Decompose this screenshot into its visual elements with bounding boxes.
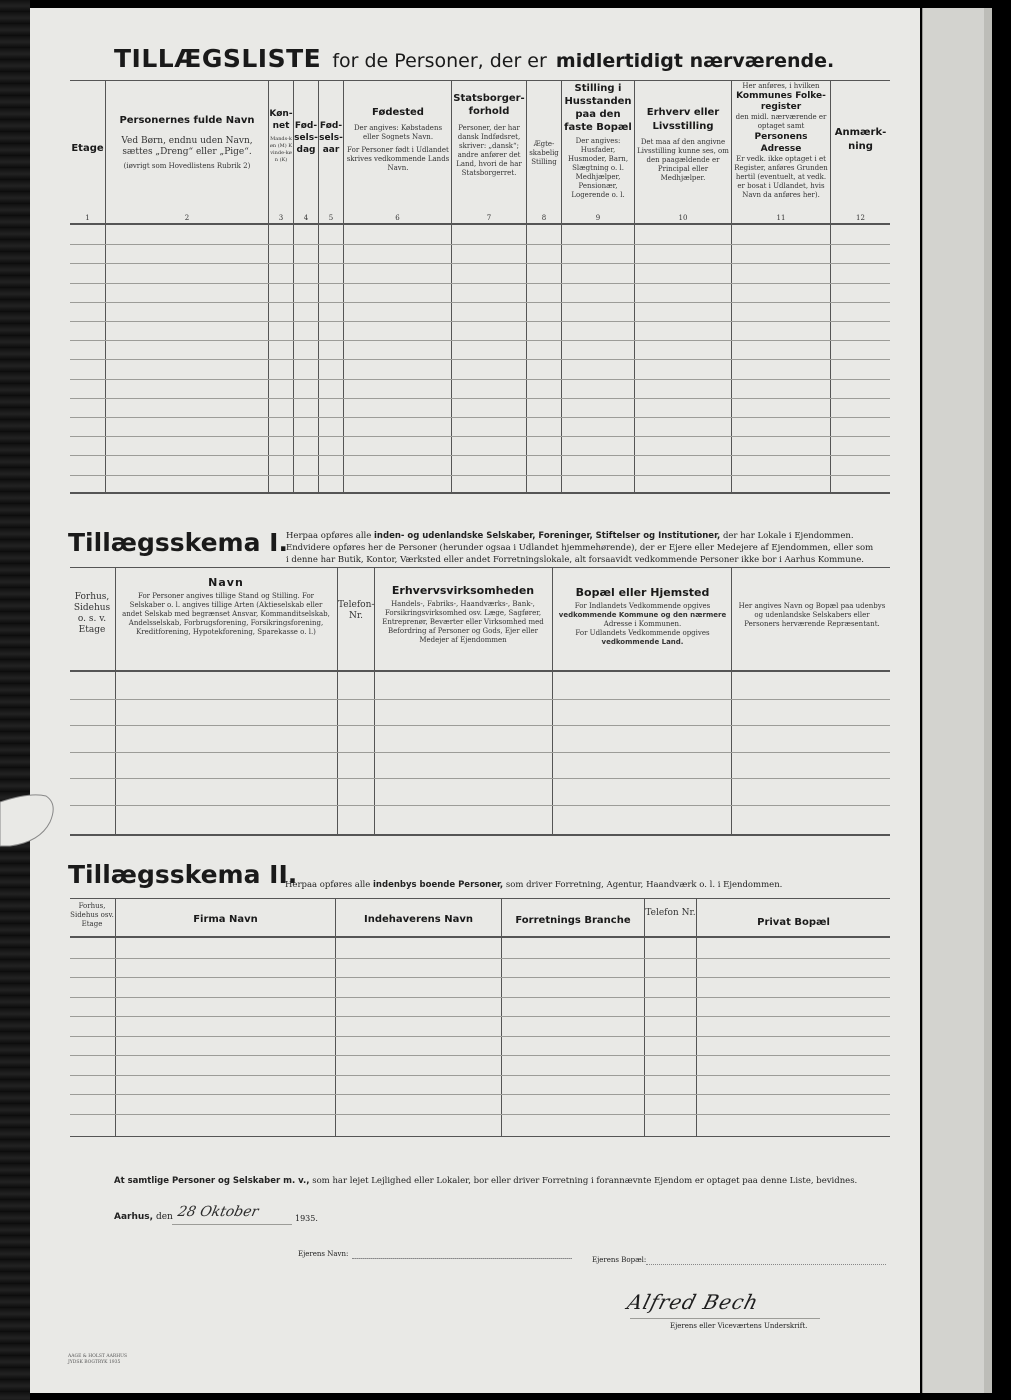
s2-vline (644, 898, 645, 1136)
col-adresse-title: Personens Adresse (754, 132, 808, 154)
col-adresse-desc-mid: den midl. nærværende er optaget samt (735, 113, 827, 130)
table-row-rule (70, 321, 890, 322)
table-row-rule (70, 1055, 890, 1056)
s1-col-bopael-header (555, 586, 730, 647)
table-row-rule (70, 699, 890, 700)
col-adresse-desc: Er vedk. ikke optaget i et Register, anføres Grunden hertil (eventuelt, at vedk. er bosat i Udlandet, hvis Navn da anføres her). (734, 155, 828, 199)
skema2-intro-b: indenbys boende Personer, (373, 880, 504, 890)
table-row-rule (70, 263, 890, 264)
table1-header-rule (70, 223, 890, 225)
table-row-rule (70, 1094, 890, 1095)
den-label: den (155, 1212, 173, 1222)
skema1-intro-1a: Herpaa opføres alle (286, 531, 372, 541)
table1-top-border (70, 80, 890, 81)
table-row-rule (70, 455, 890, 456)
col-stilling-header (563, 82, 633, 200)
s1-col-erhverv-header (378, 584, 548, 645)
s1-col-navn-title: Navn (208, 576, 244, 589)
printer-mark (68, 1354, 127, 1366)
s2-vline (501, 898, 502, 1136)
col-number: 4 (303, 214, 309, 222)
s2-col-firma: Firma Navn (193, 914, 258, 925)
table-row-rule (70, 725, 890, 726)
table-row-rule (70, 1016, 890, 1017)
signature-line (630, 1318, 820, 1319)
skema1-intro-1c: der har Lokale i Ejendommen. (722, 531, 854, 541)
table-row-rule (70, 1036, 890, 1037)
col-koen-desc: Mands-køn (M) Kvinde-køn (K) (269, 136, 293, 163)
ejer-bopael-label: Ejerens Bopæl: (592, 1256, 647, 1264)
skema2-intro-c: som driver Forretning, Agentur, Haandværk o. l. i Ejendommen. (505, 880, 783, 890)
s1-col-bopael-desc5: vedkommende Land. (601, 638, 684, 646)
col-navn-header (107, 114, 267, 171)
ejer-navn-label: Ejerens Navn: (298, 1250, 349, 1258)
table-row-rule (70, 475, 890, 476)
col-erhverv-header (636, 106, 730, 183)
table-row-rule (70, 958, 890, 959)
s1-vline (115, 567, 116, 834)
s1-col-bopael-title: Bopæl eller Hjemsted (575, 586, 710, 599)
col-adresse-header (733, 82, 829, 200)
table-row-rule (70, 379, 890, 380)
adjacent-page-edge (984, 8, 992, 1393)
col-koen-header (269, 108, 293, 164)
col-stilling-desc: Der angives: Husfader, Husmoder, Barn, Slægtning o. l. Medhjælper, Pensionær, Logerende o. l. (567, 137, 629, 199)
col-etage-title: Etage (71, 143, 104, 154)
skema1-intro-1b: inden- og udenlandske Selskaber, Foreninger, Stiftelser og Institutioner, (374, 531, 721, 541)
col-navn-title: Personernes fulde Navn (119, 115, 255, 126)
s1-col-repr: Her angives Navn og Bopæl paa udenbys og udenlandske Selskabers eller Personers herværende Repræsentant. (738, 602, 886, 628)
s2-col-indehaver: Indehaverens Navn (364, 914, 473, 925)
attest-bold: At samtlige Personer og Selskaber m. v., (114, 1176, 310, 1186)
col-number: 1 (85, 214, 90, 222)
table-row-rule (70, 359, 890, 360)
title-bold: midlertidigt nærværende. (555, 50, 835, 72)
col-number: 8 (541, 214, 547, 222)
place-date-line (114, 1212, 173, 1222)
skema1-intro-3: i denne har Butik, Kontor, Værksted eller andet Forretningslokale, alt forsaavidt vedkommende Personer ikke bor i Aarhus Kommune. (286, 555, 864, 565)
table-row-rule (70, 302, 890, 303)
skema1-bottom-border (70, 834, 890, 836)
signature: Alfred Bech (624, 1290, 762, 1314)
attest-rest: som har lejet Lejlighed eller Lokaler, bor eller driver Forretning i forannævnte Ejendom er optaget paa denne Liste, bevidnes. (312, 1176, 858, 1186)
skema2-intro (285, 880, 782, 890)
skema1-title: Tillægsskema I. (68, 528, 288, 557)
col-stats-title: Statsborger-forhold (453, 93, 525, 117)
col-erhverv-desc: Det maa af den angivne Livsstilling kunne ses, om den paagældende er Principal eller Medhjælper. (637, 138, 729, 182)
col-number: 10 (678, 214, 688, 222)
s1-col-telefon: Telefon-Nr. (338, 600, 375, 621)
adjacent-page (922, 8, 985, 1393)
s1-vline (731, 567, 732, 834)
table-row-rule (70, 1075, 890, 1076)
skema1-header-rule (70, 670, 890, 672)
col-adresse-kommune: Kommunes Folke-register (736, 91, 826, 112)
col-foedested-header (346, 106, 450, 173)
t1-vline (343, 80, 344, 492)
s2-col-branche: Forretnings Branche (515, 915, 631, 926)
col-navn-desc: Ved Børn, endnu uden Navn, sættes „Dreng“ eller „Pige“. (121, 136, 253, 157)
s2-col-telefon: Telefon Nr. (645, 908, 696, 918)
table-row-rule (70, 752, 890, 753)
t1-vline (634, 80, 635, 492)
table-row-rule (70, 778, 890, 779)
date-underline (172, 1224, 292, 1225)
s1-col-erhverv-desc: Handels-, Fabriks-, Haandværks-, Bank-, Forsikringsvirksomhed osv. Læge, Sagfører, Entreprenør, Beværter eller Virksomhed med Befordring af Personer og Gods, Ejer eller Medejer af Ejendommen (382, 600, 544, 644)
s1-col-forhus: Forhus, Sidehus o. s. v. Etage (73, 592, 111, 635)
attestation (114, 1176, 857, 1186)
year: 1935. (295, 1214, 318, 1223)
col-foedselsdag-title: Fød-sels-dag (294, 121, 318, 155)
col-stats-header (453, 92, 525, 178)
table-row-rule (70, 340, 890, 341)
s1-col-navn-header (120, 576, 332, 637)
s2-vline (335, 898, 336, 1136)
table-row-rule (70, 997, 890, 998)
skema2-title: Tillægsskema II. (68, 860, 298, 889)
s2-vline (696, 898, 697, 1136)
table-row-rule (70, 283, 890, 284)
col-number: 5 (328, 214, 334, 222)
col-aegteskab-title: Ægte-skabelig Stilling (529, 140, 559, 166)
skema2-bottom-border (70, 1136, 890, 1137)
s2-col-forhus: Forhus, Sidehus osv. Etage (70, 902, 114, 928)
s1-vline (552, 567, 553, 834)
t1-vline (451, 80, 452, 492)
table-row-rule (70, 1114, 890, 1115)
skema1-intro-2: Endvidere opføres her de Personer (herunder ogsaa i Udlandet hjemmehørende), der er Ejere eller Medejere af Ejendommen, eller som (286, 543, 874, 553)
col-foedested-desc: Der angives: Købstadens eller Sognets Navn. (353, 124, 443, 141)
col-stilling-title: Stilling i Husstanden paa den faste Bopæl (564, 83, 632, 133)
ejer-navn-line (352, 1258, 572, 1259)
col-foedselsaar-title: Fød-sels-aar (319, 121, 343, 155)
col-anmaerkning-title: Anmærk-ning (834, 127, 887, 152)
s1-col-erhverv-title: Erhvervsvirksomheden (391, 584, 535, 597)
scan-left-edge (0, 0, 30, 1400)
handwritten-date: 28 Oktober (176, 1204, 260, 1220)
table-row-rule (70, 398, 890, 399)
col-number: 3 (278, 214, 284, 222)
col-navn-desc2: (iøvrigt som Hovedlistens Rubrik 2) (123, 162, 251, 170)
skema1-intro (286, 530, 896, 566)
col-number: 2 (184, 214, 190, 222)
paper-tab-icon (0, 792, 80, 848)
table-row-rule (70, 977, 890, 978)
title-rest: for de Personer, der er (332, 50, 547, 72)
s2-col-bopael: Privat Bopæl (757, 917, 830, 928)
table1-bottom-border (70, 492, 890, 494)
signature-label: Ejerens eller Viceværtens Underskrift. (670, 1322, 808, 1330)
printer-line2: JYDSK BOGTRYK 1935 (68, 1360, 121, 1365)
col-foedested-title: Fødested (372, 107, 424, 118)
s1-col-bopael-desc2: vedkommende Kommune og den nærmere (558, 611, 727, 619)
skema1-top-border (70, 567, 890, 568)
col-stats-desc: Personer, der har dansk Indfødsret, skriver: „dansk“; andre anfører det Land, hvori de har Statsborgerret. (456, 124, 522, 177)
tillaegsliste-title (114, 44, 834, 73)
col-number: 12 (856, 214, 865, 222)
col-foedested-desc2: For Personer født i Udlandet skrives vedkommende Lands Navn. (346, 146, 450, 172)
s1-col-bopael-desc1: For Indlandets Vedkommende opgives (574, 602, 711, 610)
t1-vline (105, 80, 106, 492)
table-row-rule (70, 805, 890, 806)
col-number: 11 (776, 214, 786, 222)
s1-col-bopael-desc4: For Udlandets Vedkommende opgives (575, 629, 710, 637)
table-row-rule (70, 244, 890, 245)
skema2-intro-a: Herpaa opføres alle (285, 880, 371, 890)
col-erhverv-title: Erhverv eller Livsstilling (646, 107, 720, 132)
s1-col-bopael-desc3: Adresse i Kommunen. (603, 620, 682, 628)
col-koen-title: Køn-net (269, 109, 293, 131)
col-number: 9 (595, 214, 601, 222)
place: Aarhus, (114, 1212, 154, 1222)
title-big: TILLÆGSLISTE (114, 44, 322, 73)
skema2-top-border (70, 898, 890, 899)
census-form-page (30, 8, 920, 1393)
t1-vline (561, 80, 562, 492)
s1-vline (374, 567, 375, 834)
table-row-rule (70, 436, 890, 437)
s1-col-navn-desc: For Personer angives tillige Stand og Stilling. For Selskaber o. l. angives tillige Arten (Aktieselskab eller andet Selskab med begrænset Ansvar, Kommanditselskab, Andelsselskab, Forbrugsforening, Forsikringsforening, Kreditforening, Hypotekforening, Sparekasse o. l.) (122, 592, 330, 636)
skema2-header-rule (70, 936, 890, 938)
s2-vline (115, 898, 116, 1136)
col-adresse-desc-top: Her anføres, i hvilken (742, 82, 820, 90)
printer-line1: AAGE & HOLST AARHUS (68, 1354, 128, 1359)
table-row-rule (70, 417, 890, 418)
col-number: 7 (486, 214, 492, 222)
t1-vline (731, 80, 732, 492)
ejer-bopael-line (646, 1264, 886, 1265)
col-number: 6 (395, 214, 400, 222)
